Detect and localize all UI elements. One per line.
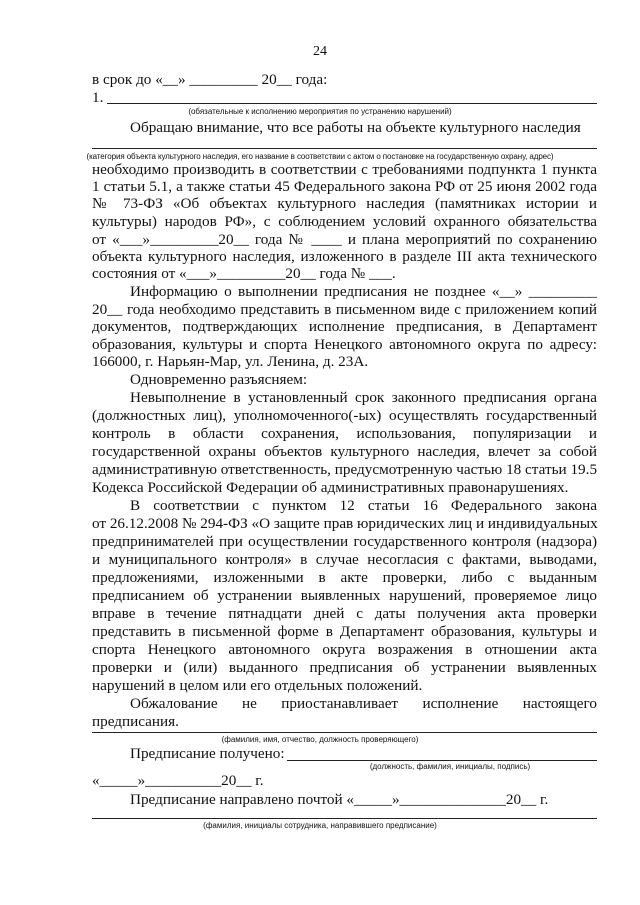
received-label: Предписание получено: <box>130 745 285 762</box>
para3-line: Кодекса Российской Федерации об административных правонарушениях. <box>92 479 569 496</box>
para4-line: предпринимателей при осуществлении государственного контроля (надзора) <box>92 533 597 550</box>
para1-line: необходимо производить в соответствии с требованиями подпункта 1 пункта <box>92 161 597 178</box>
item-number: 1. <box>92 89 104 106</box>
attention-line: Обращаю внимание, что все работы на объекте культурного наследия <box>130 119 581 136</box>
para1-line: состояния от «___»_________20__ года № ___. <box>92 265 396 282</box>
para5-line: предписания. <box>92 713 179 730</box>
received-underline <box>287 760 597 761</box>
para1-line: от «___»_________20__ года № ____ и плана мероприятий по сохранению <box>92 231 597 248</box>
para4-line: нарушений в целом или его отдельных положений. <box>92 677 423 694</box>
page-number: 24 <box>313 44 327 59</box>
para4-line: вправе в течение пятнадцати дней с даты получения акта проверки <box>92 605 597 622</box>
para1-line: объекта культурного наследия, изложенного в разделе III акта технического <box>92 248 597 265</box>
para3-line: административную ответственность, предусмотренную частью 18 статьи 19.5 <box>92 461 598 478</box>
clarify-line: Одновременно разъясняем: <box>130 371 308 388</box>
para2-line: 166000, г. Нарьян-Мар, ул. Ленина, д. 23А. <box>92 353 369 370</box>
para3-line: (должностных лиц), уполномоченного(-ых) осуществлять государственный <box>92 407 597 424</box>
mailed-line: Предписание направлено почтой «_____»______________20__ г. <box>130 791 549 808</box>
para1-line: № 73-ФЗ «Об объектах культурного наследия (памятниках истории и <box>92 195 597 212</box>
para4-line: спорта Ненецкого автономного округа возражения в отношении акта <box>92 641 597 658</box>
para3-line: государственной охраны объектов культурного наследия, влечет за собой <box>92 443 597 460</box>
inspector-underline <box>92 732 597 733</box>
para5-line: Обжалование не приостанавливает исполнение настоящего <box>130 695 597 712</box>
para1-line: 1 статьи 5.1, а также статьи 45 Федерального закона РФ от 25 июня 2002 года <box>92 178 597 195</box>
para3-line: Невыполнение в установленный срок законного предписания органа <box>130 389 597 406</box>
para4-line: представить в письменной форме в Департамент образования, культуры и <box>92 623 597 640</box>
caption-measures: (обязательные к исполнению мероприятия по устранению нарушений) <box>188 107 452 116</box>
para2-line: 20__ года необходимо представить в письменном виде с приложением копий <box>92 301 597 318</box>
measures-underline <box>107 103 597 104</box>
para4-line: предложениями, изложенными в акте проверки, либо с выданным <box>92 569 597 586</box>
employee-underline <box>92 818 597 819</box>
para4-line: проверки и (или) выданного предписания об устранении выявленных <box>92 659 597 676</box>
received-date: «_____»__________20__ г. <box>92 772 264 789</box>
caption-employee: (фамилия, инициалы сотрудника, направившего предписание) <box>203 821 437 830</box>
para4-line: В соответствии с пунктом 12 статьи 16 Федерального закона <box>130 497 597 514</box>
caption-signature: (должность, фамилия, инициалы, подпись) <box>369 762 531 771</box>
para1-line: культуры) народов РФ», с соблюдением условий охранного обязательства <box>92 213 597 230</box>
para4-line: предписанием об устранении выявленных нарушений, проверяемое лицо <box>92 587 597 604</box>
deadline-line: в срок до «__» _________ 20__ года: <box>92 71 328 88</box>
object-underline <box>92 148 597 149</box>
caption-object: (категория объекта культурного наследия, его название в соответствии с актом о постановке на государственную охрану, адрес) <box>86 152 554 161</box>
para4-line: и муниципального контроля» в случае несогласия с фактами, выводами, <box>92 551 597 568</box>
para4-line: от 26.12.2008 № 294-ФЗ «О защите прав юридических лиц и индивидуальных <box>92 515 598 532</box>
para3-line: контроль в области сохранения, использования, популяризации и <box>92 425 597 442</box>
para2-line: образования, культуры и спорта Ненецкого автономного округа по адресу: <box>92 336 597 353</box>
para2-line: документов, подтверждающих исполнение предписания, в Департамент <box>92 318 597 335</box>
caption-inspected: (фамилия, имя, отчество, должность проверяющего) <box>221 735 419 744</box>
para2-line: Информацию о выполнении предписания не позднее «__» _________ <box>130 283 597 300</box>
